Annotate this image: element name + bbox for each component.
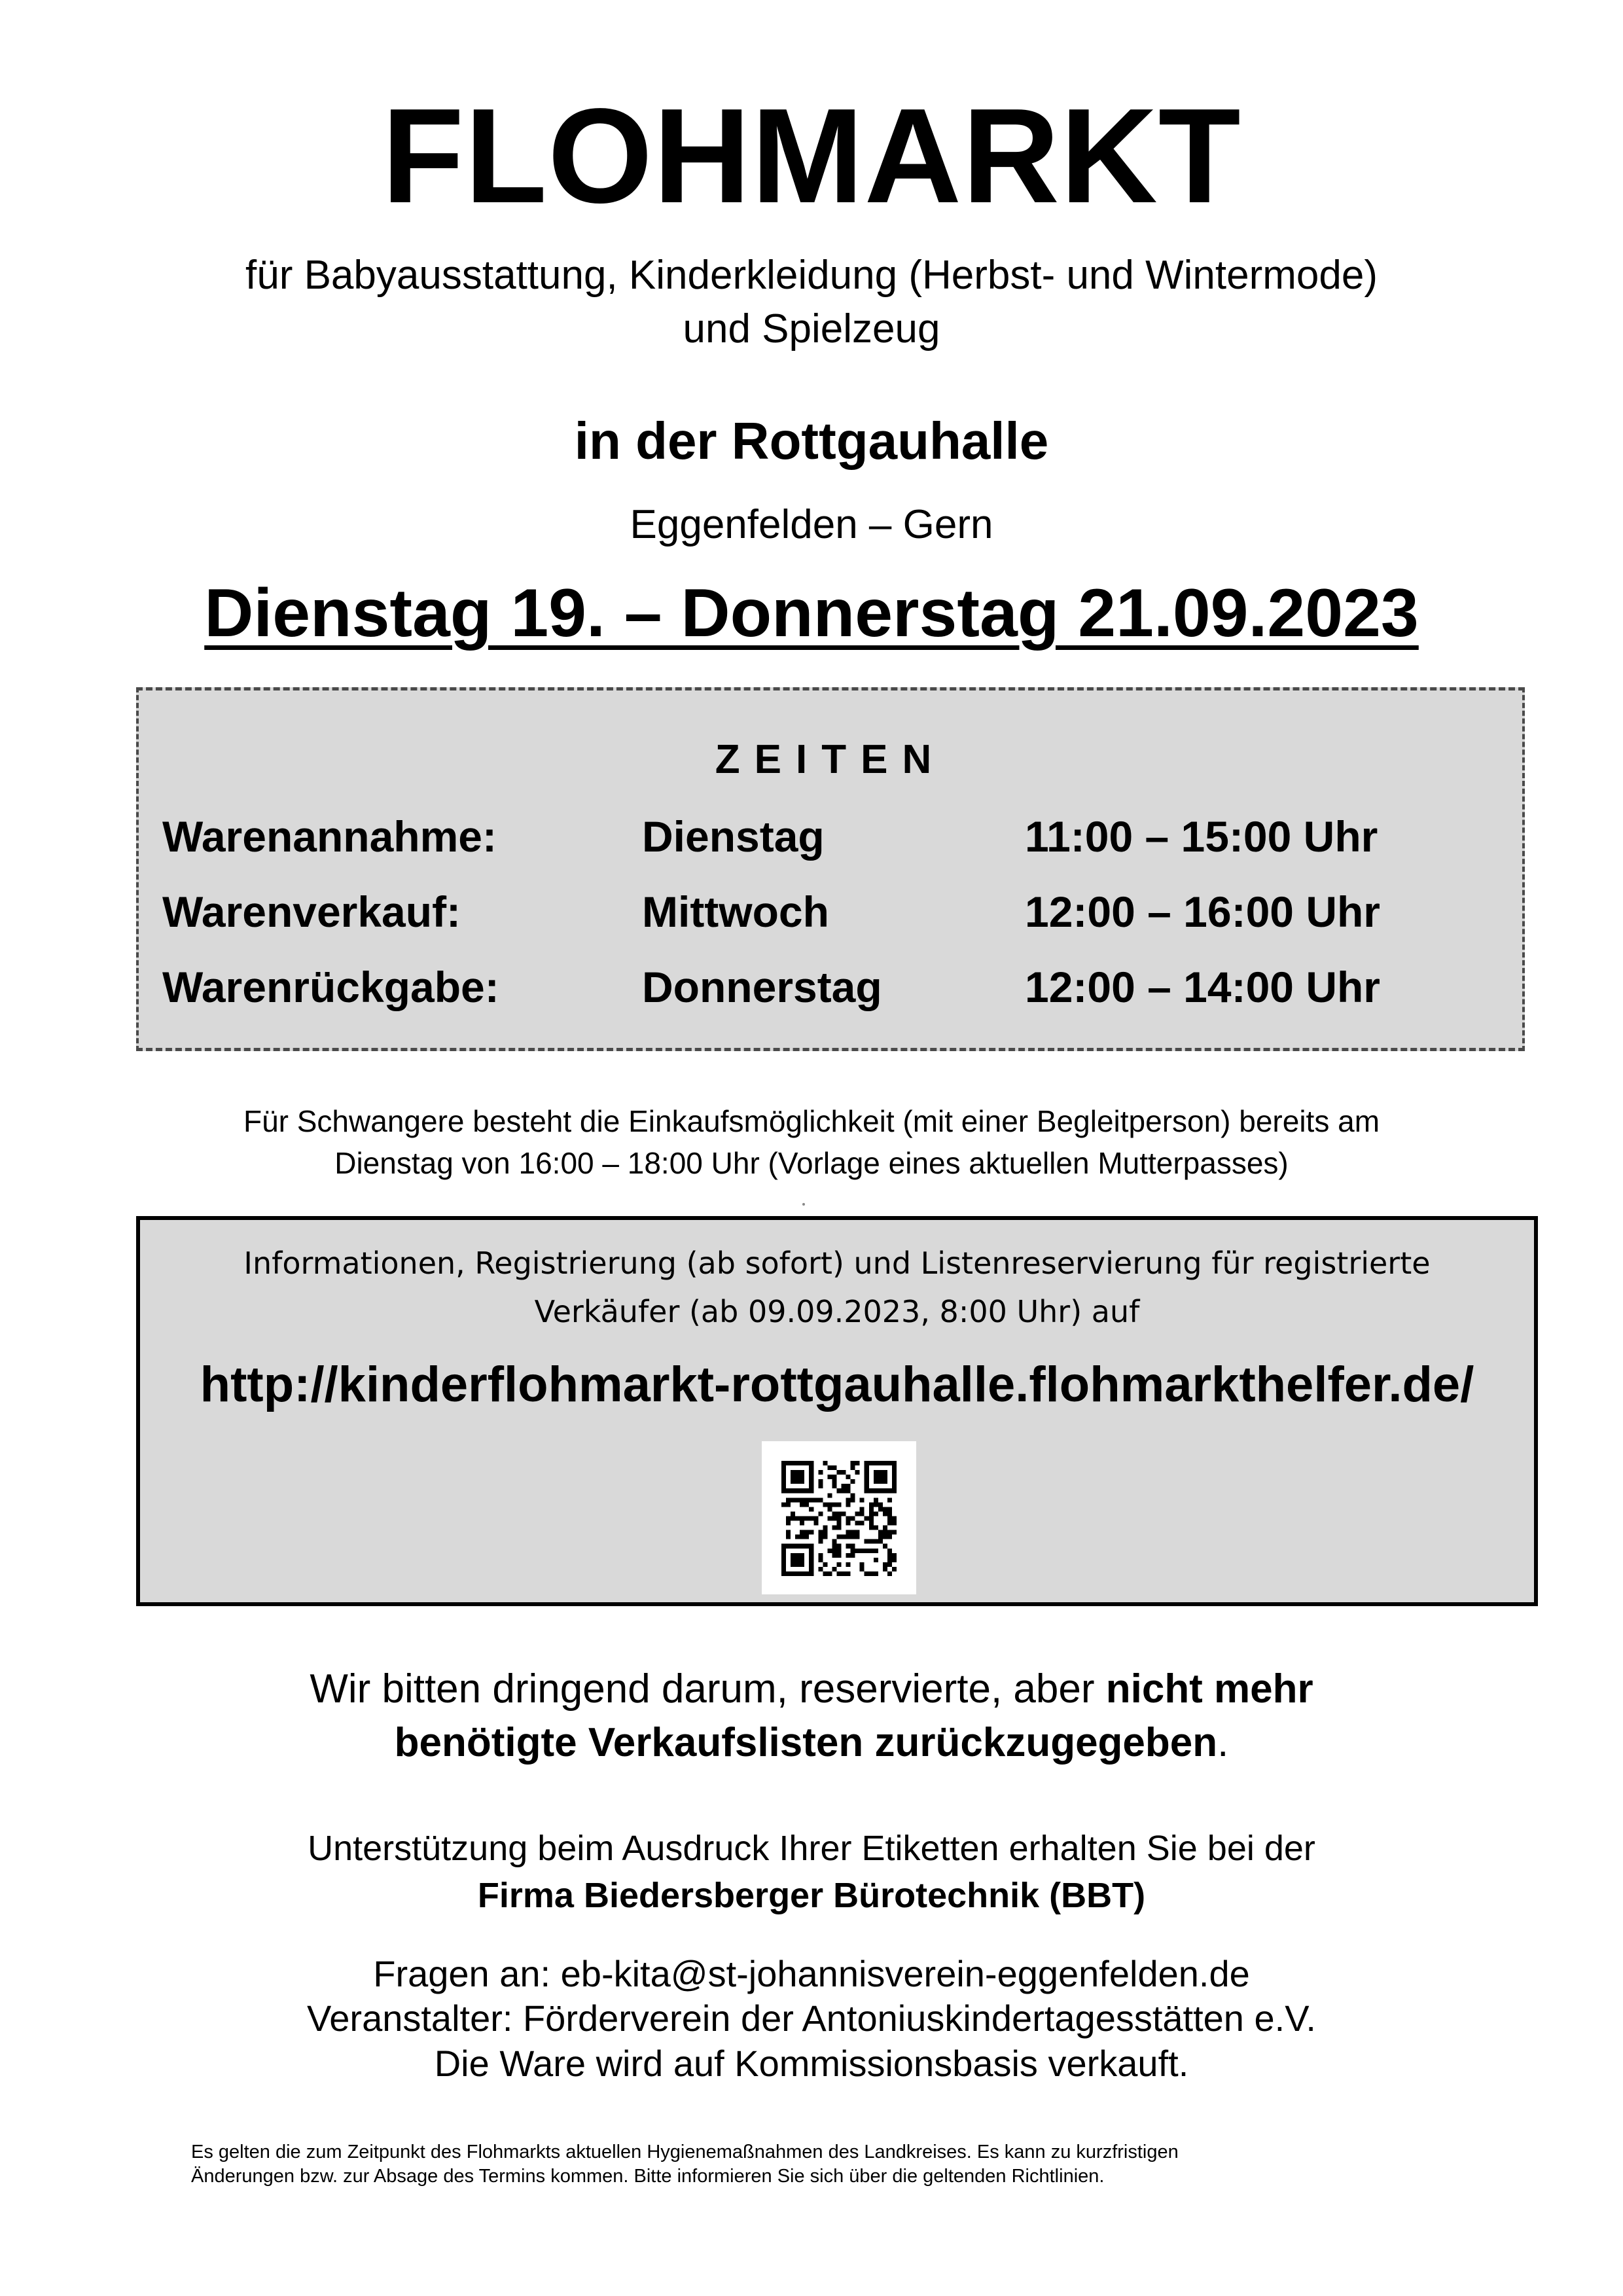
pregnant-shopping-note <box>144 1101 1479 1185</box>
qr-code-graphic <box>781 1461 897 1576</box>
event-dates: Dienstag 19. – Donnerstag 21.09.2023 <box>204 575 1419 651</box>
commission-line: Die Ware wird auf Kommissionsbasis verkauft. <box>434 2042 1189 2084</box>
schedule-row-return <box>162 962 1504 1021</box>
contact-email-line[interactable]: Fragen an: eb-kita@st-johannisverein-eggenfelden.de <box>373 1953 1250 1994</box>
page-title: FLOHMARKT <box>382 81 1241 231</box>
schedule-label: Warenrückgabe: <box>162 963 499 1011</box>
return-lists-request <box>0 1662 1623 1770</box>
request-plain-text: Wir bitten dringend darum, reservierte, aber <box>310 1666 1106 1712</box>
schedule-day: Mittwoch <box>642 888 829 936</box>
hygiene-footnote <box>191 2140 1474 2189</box>
schedule-row-sale <box>162 887 1504 946</box>
venue-heading: in der Rottgauhalle <box>574 412 1049 470</box>
organizer-line: Veranstalter: Förderverein der Antoniuskindertagesstätten e.V. <box>307 1998 1316 2039</box>
request-line-2 <box>0 1716 1623 1770</box>
schedule-label: Warenverkauf: <box>162 888 461 936</box>
qr-code-icon[interactable] <box>762 1441 916 1594</box>
request-end-text: . <box>1217 1719 1229 1765</box>
support-line-1: Unterstützung beim Ausdruck Ihrer Etiketten erhalten Sie bei der <box>308 1829 1315 1868</box>
schedule-row-acceptance <box>162 812 1504 870</box>
info-text <box>140 1240 1534 1336</box>
schedule-time: 12:00 – 16:00 Uhr <box>1025 888 1380 936</box>
request-bold-text-2: benötigte Verkaufslisten zurückzugegeben <box>394 1719 1218 1765</box>
schedule-day: Donnerstag <box>642 963 882 1011</box>
request-bold-text-1: nicht mehr <box>1105 1666 1313 1712</box>
footnote-line-1: Es gelten die zum Zeitpunkt des Flohmarkts aktuellen Hygienemaßnahmen des Landkreises. Es kann zu kurzfristigen <box>191 2142 1179 2162</box>
contact-info <box>0 1952 1623 2086</box>
schedule-time: 12:00 – 14:00 Uhr <box>1025 963 1380 1011</box>
registration-url-link[interactable]: http://kinderflohmarkt-rottgauhalle.flohmarkthelfer.de/ <box>200 1357 1474 1412</box>
subtitle-line-1: für Babyausstattung, Kinderkleidung (Herbst- und Wintermode) <box>245 253 1378 298</box>
label-print-support <box>0 1825 1623 1920</box>
pregnant-note-line-2: Dienstag von 16:00 – 18:00 Uhr (Vorlage eines aktuellen Mutterpasses) <box>334 1145 1289 1180</box>
subtitle-line-2: und Spielzeug <box>683 306 940 352</box>
schedule-heading: ZEITEN <box>715 737 946 782</box>
schedule-box <box>136 687 1525 1051</box>
info-line-1: Informationen, Registrierung (ab sofort) und Listenreservierung für registrierte <box>243 1246 1431 1281</box>
pregnant-note-line-1: Für Schwangere besteht die Einkaufsmöglichkeit (mit einer Begleitperson) bereits am <box>243 1104 1380 1138</box>
schedule-label: Warenannahme: <box>162 812 497 861</box>
schedule-time: 11:00 – 15:00 Uhr <box>1025 812 1378 861</box>
info-box <box>136 1216 1538 1606</box>
location-text: Eggenfelden – Gern <box>630 502 993 547</box>
info-line-2: Verkäufer (ab 09.09.2023, 8:00 Uhr) auf <box>534 1293 1140 1329</box>
schedule-day: Dienstag <box>642 812 825 861</box>
subtitle <box>0 249 1623 357</box>
support-company: Firma Biedersberger Bürotechnik (BBT) <box>477 1876 1146 1916</box>
footnote-line-2: Änderungen bzw. zur Absage des Termins kommen. Bitte informieren Sie sich über die geltenden Richtlinien. <box>191 2166 1105 2187</box>
request-line-1 <box>0 1662 1623 1716</box>
stray-dot <box>802 1203 805 1206</box>
